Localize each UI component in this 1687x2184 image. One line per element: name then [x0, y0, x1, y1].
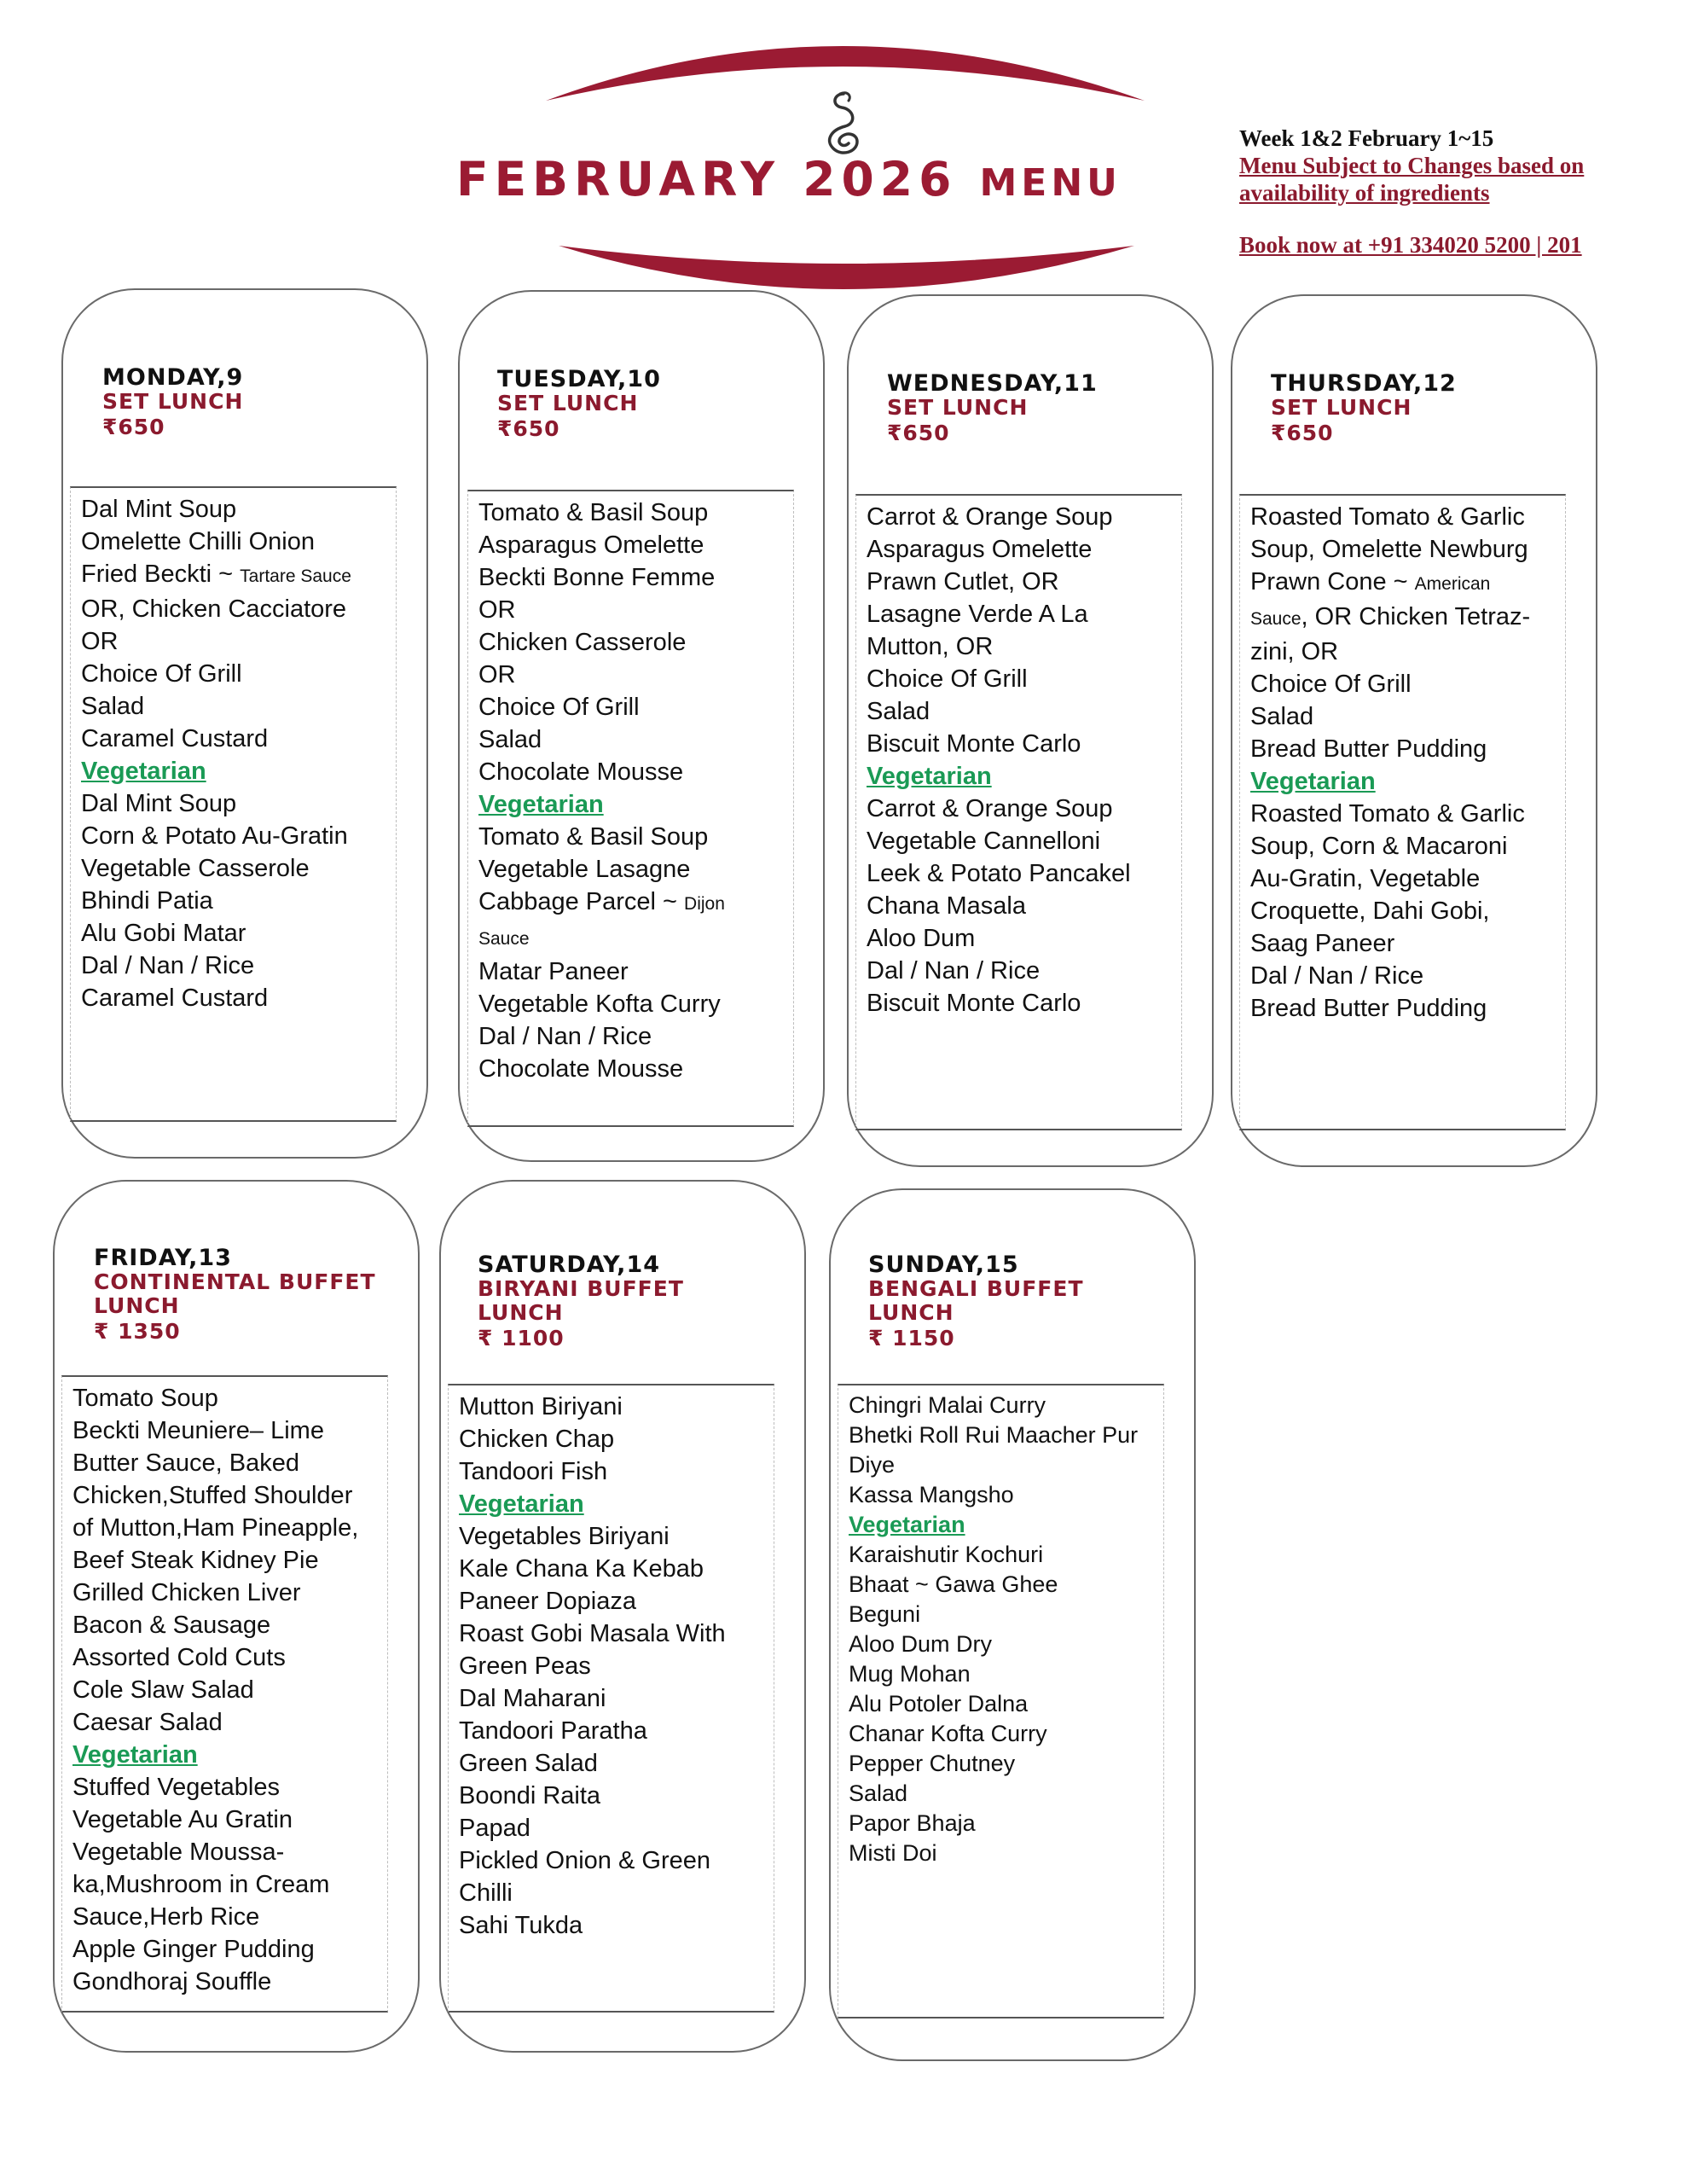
- menu-item: [1250, 700, 1565, 733]
- day-name: SATURDAY,14: [478, 1252, 661, 1278]
- sauce-note: Sauce: [1250, 609, 1301, 629]
- menu-item-text: of Mutton,Ham Pineapple,: [72, 1514, 359, 1542]
- meal-type: BENGALI BUFFET: [868, 1276, 1084, 1301]
- menu-items-box: [855, 494, 1182, 1130]
- menu-item: [72, 1544, 387, 1577]
- menu-item-text: Mutton Biriyani: [459, 1393, 623, 1420]
- price: ₹650: [887, 421, 950, 445]
- menu-item: [81, 690, 396, 723]
- menu-item-continuation: , OR Chicken Tetraz-: [1301, 603, 1531, 630]
- menu-item-text: Vegetable Casserole: [81, 855, 310, 882]
- menu-item-text: Vegetarian: [1250, 768, 1376, 795]
- menu-item-text: Diye: [849, 1452, 896, 1478]
- menu-item: [867, 630, 1181, 663]
- menu-item-text: Chilli: [459, 1879, 513, 1907]
- menu-item-text: Papor Bhaja: [849, 1810, 976, 1836]
- day-name: WEDNESDAY,11: [887, 370, 1098, 397]
- menu-item-text: Sauce,Herb Rice: [72, 1903, 260, 1931]
- menu-notice: Menu Subject to Changes based on availability of ingredients: [1239, 153, 1585, 206]
- menu-item: [867, 857, 1181, 890]
- menu-item: [81, 558, 396, 593]
- menu-item-text: Chocolate Mousse: [478, 1055, 684, 1083]
- menu-item: [81, 950, 396, 982]
- menu-item: [72, 1609, 387, 1641]
- menu-item: [849, 1480, 1163, 1510]
- menu-item: [478, 497, 793, 529]
- menu-item-text: Dal / Nan / Rice: [867, 957, 1041, 985]
- menu-item: [478, 956, 793, 988]
- menu-item-text: Vegetable Kofta Curry: [478, 990, 721, 1018]
- menu-item-text: Vegetable Au Gratin: [72, 1806, 293, 1833]
- menu-item: [849, 1629, 1163, 1659]
- day-name: TUESDAY,10: [497, 366, 661, 392]
- menu-item: [72, 1804, 387, 1836]
- menu-item: [849, 1600, 1163, 1629]
- menu-item-text: Croquette, Dahi Gobi,: [1250, 897, 1490, 925]
- menu-item: [459, 1650, 774, 1682]
- day-header: [102, 365, 392, 441]
- menu-item: [1250, 798, 1565, 830]
- menu-item: [867, 566, 1181, 598]
- menu-item: [459, 1877, 774, 1909]
- menu-item: [478, 561, 793, 594]
- menu-item: [459, 1780, 774, 1812]
- title-month-year: FEBRUARY 2026: [456, 152, 958, 206]
- menu-item: [1250, 992, 1565, 1025]
- menu-item-text: Vegetable Moussa-: [72, 1838, 285, 1866]
- menu-item: [72, 1641, 387, 1674]
- menu-item-text: Carrot & Orange Soup: [867, 795, 1113, 822]
- day-name: SUNDAY,15: [868, 1252, 1019, 1278]
- price: ₹ 1150: [868, 1326, 955, 1350]
- menu-items-list: [81, 493, 396, 1014]
- menu-item-text: Roasted Tomato & Garlic: [1250, 503, 1525, 531]
- menu-item: [459, 1844, 774, 1877]
- vegetarian-heading: [72, 1739, 387, 1771]
- menu-items-box: [61, 1375, 388, 2013]
- menu-item-text: Asparagus Omelette: [478, 531, 704, 559]
- info-block: [1239, 125, 1683, 258]
- menu-item-text: Lasagne Verde A La: [867, 601, 1088, 628]
- day-header: [497, 367, 787, 443]
- menu-item: [1250, 636, 1565, 668]
- menu-item: [478, 691, 793, 723]
- menu-item: [867, 533, 1181, 566]
- vegetarian-heading: [459, 1488, 774, 1520]
- menu-item: [867, 890, 1181, 922]
- menu-item: [81, 723, 396, 755]
- menu-item-text: Chicken Chap: [459, 1426, 615, 1453]
- menu-item-text: Dal Mint Soup: [81, 790, 237, 817]
- menu-item: [72, 1447, 387, 1479]
- menu-item-text: Chanar Kofta Curry: [849, 1721, 1047, 1746]
- menu-item-text: Chicken Casserole: [478, 629, 687, 656]
- menu-item-text: Pepper Chutney: [849, 1751, 1016, 1776]
- menu-item-text: Alu Potoler Dalna: [849, 1691, 1029, 1716]
- menu-item: [478, 921, 793, 956]
- vegetarian-heading: [849, 1510, 1163, 1540]
- menu-item: [867, 501, 1181, 533]
- meal-type: SET LUNCH: [1271, 395, 1412, 420]
- menu-item-text: Bhaat ~ Gawa Ghee: [849, 1571, 1058, 1597]
- menu-item-text: OR: [81, 628, 119, 655]
- menu-item-text: Choice Of Grill: [867, 665, 1028, 693]
- menu-item: [72, 1414, 387, 1447]
- menu-item-text: OR: [478, 596, 516, 624]
- menu-item-text: Bread Butter Pudding: [1250, 995, 1487, 1022]
- menu-item: [459, 1520, 774, 1553]
- menu-item: [478, 821, 793, 853]
- menu-item: [849, 1838, 1163, 1868]
- menu-item: [478, 1053, 793, 1085]
- menu-item-text: Vegetarian: [81, 758, 206, 785]
- menu-item: [849, 1689, 1163, 1719]
- menu-item-text: Tomato Soup: [72, 1385, 218, 1412]
- menu-item-text: Saag Paneer: [1250, 930, 1395, 957]
- swirl-logo-icon: [815, 89, 869, 159]
- menu-item: [867, 598, 1181, 630]
- menu-item-text: Salad: [81, 693, 145, 720]
- menu-items-box: [70, 486, 397, 1122]
- menu-item: [849, 1719, 1163, 1749]
- menu-item-text: Dal Mint Soup: [81, 496, 237, 523]
- menu-item-text: Soup, Corn & Macaroni: [1250, 833, 1508, 860]
- menu-item-text: Prawn Cutlet, OR: [867, 568, 1059, 595]
- day-header: [1271, 371, 1561, 447]
- menu-item: [459, 1682, 774, 1715]
- menu-item-text: Aloo Dum Dry: [849, 1631, 993, 1657]
- menu-item-text: Gondhoraj Souffle: [72, 1968, 272, 1995]
- menu-item: [478, 988, 793, 1020]
- menu-item: [459, 1553, 774, 1585]
- week-range: Week 1&2 February 1~15: [1239, 125, 1494, 151]
- menu-items-list: [459, 1391, 774, 1942]
- vegetarian-heading: [81, 755, 396, 787]
- menu-item-text: Sahi Tukda: [459, 1912, 583, 1939]
- menu-item-text: Paneer Dopiaza: [459, 1588, 636, 1615]
- meal-type: CONTINENTAL BUFFET: [94, 1269, 376, 1294]
- menu-item: [72, 1966, 387, 1998]
- menu-items-list: [849, 1391, 1163, 1868]
- menu-item-text: Salad: [849, 1780, 908, 1806]
- menu-item-text: Stuffed Vegetables: [72, 1774, 280, 1801]
- vegetarian-heading: [867, 760, 1181, 793]
- day-header: [868, 1252, 1158, 1352]
- menu-item: [867, 825, 1181, 857]
- menu-item-text: Alu Gobi Matar: [81, 920, 246, 947]
- sauce-note: Tartare Sauce: [240, 566, 351, 586]
- menu-item-text: zini, OR: [1250, 638, 1339, 665]
- menu-item-text: Mug Mohan: [849, 1661, 971, 1687]
- menu-item: [81, 593, 396, 625]
- menu-item-text: Caesar Salad: [72, 1709, 223, 1736]
- menu-item: [867, 663, 1181, 695]
- menu-item: [849, 1659, 1163, 1689]
- menu-item-text: Dal Maharani: [459, 1685, 606, 1712]
- menu-item: [72, 1933, 387, 1966]
- menu-item-text: Kale Chana Ka Kebab: [459, 1555, 704, 1583]
- menu-items-list: [867, 501, 1181, 1019]
- menu-item: [478, 529, 793, 561]
- menu-items-box: [838, 1384, 1164, 2018]
- menu-item-text: Vegetables Biriyani: [459, 1523, 670, 1550]
- menu-item: [72, 1771, 387, 1804]
- menu-item-text: OR, Chicken Cacciatore: [81, 595, 347, 623]
- menu-item-text: Vegetarian: [72, 1741, 198, 1769]
- menu-item: [459, 1455, 774, 1488]
- menu-item: [459, 1423, 774, 1455]
- menu-item: [81, 982, 396, 1014]
- menu-item: [72, 1901, 387, 1933]
- menu-items-box: [467, 490, 794, 1127]
- menu-item: [849, 1391, 1163, 1420]
- menu-items-box: [448, 1384, 774, 2013]
- menu-item-text: Matar Paneer: [478, 958, 629, 985]
- menu-items-box: [1239, 494, 1566, 1130]
- meal-type: SET LUNCH: [887, 395, 1029, 420]
- menu-item: [81, 852, 396, 885]
- menu-item: [478, 659, 793, 691]
- menu-item: [1250, 863, 1565, 895]
- menu-item-text: Roasted Tomato & Garlic: [1250, 800, 1525, 828]
- menu-item-text: Choice Of Grill: [1250, 671, 1412, 698]
- menu-item: [459, 1618, 774, 1650]
- vegetarian-heading: [478, 788, 793, 821]
- menu-item-text: Tandoori Fish: [459, 1458, 608, 1485]
- menu-item-text: ka,Mushroom in Cream: [72, 1871, 330, 1898]
- menu-item-text: Assorted Cold Cuts: [72, 1644, 286, 1671]
- meal-type: SET LUNCH: [497, 391, 639, 415]
- menu-item: [81, 917, 396, 950]
- menu-item-text: Karaishutir Kochuri: [849, 1542, 1044, 1567]
- menu-item-text: OR: [478, 661, 516, 688]
- menu-item-text: Biscuit Monte Carlo: [867, 730, 1081, 758]
- menu-item-text: Salad: [1250, 703, 1314, 730]
- menu-item-text: Apple Ginger Pudding: [72, 1936, 315, 1963]
- page-title: [456, 152, 1241, 206]
- menu-item-text: Bhetki Roll Rui Maacher Pur: [849, 1422, 1139, 1448]
- menu-item-text: Cabbage Parcel ~: [478, 888, 685, 915]
- menu-item: [459, 1909, 774, 1942]
- menu-item: [81, 787, 396, 820]
- menu-item-text: Green Salad: [459, 1750, 598, 1777]
- menu-item-text: Vegetable Cannelloni: [867, 828, 1101, 855]
- menu-item: [867, 955, 1181, 987]
- menu-item-text: Soup, Omelette Newburg: [1250, 536, 1528, 563]
- menu-item: [81, 658, 396, 690]
- menu-item-text: Chicken,Stuffed Shoulder: [72, 1482, 353, 1509]
- menu-item: [81, 820, 396, 852]
- menu-item-text: Asparagus Omelette: [867, 536, 1093, 563]
- menu-item: [72, 1382, 387, 1414]
- menu-item: [81, 526, 396, 558]
- title-menu-word: MENU: [979, 161, 1122, 205]
- menu-item-text: Vegetarian: [459, 1490, 584, 1518]
- menu-item: [1250, 960, 1565, 992]
- menu-item-text: Green Peas: [459, 1653, 591, 1680]
- menu-item: [1250, 830, 1565, 863]
- menu-item-text: Choice Of Grill: [81, 660, 242, 688]
- menu-item: [1250, 895, 1565, 927]
- menu-item-text: Boondi Raita: [459, 1782, 601, 1809]
- menu-item: [1250, 501, 1565, 533]
- menu-item-text: Tomato & Basil Soup: [478, 499, 709, 526]
- price: ₹ 1350: [94, 1319, 181, 1344]
- menu-item-text: Grilled Chicken Liver: [72, 1579, 301, 1606]
- menu-items-list: [72, 1382, 387, 1998]
- menu-item: [81, 493, 396, 526]
- menu-item-text: Bread Butter Pudding: [1250, 735, 1487, 763]
- menu-item-text: Butter Sauce, Baked: [72, 1449, 299, 1477]
- meal-type-line2: LUNCH: [868, 1300, 954, 1325]
- menu-item: [459, 1715, 774, 1747]
- menu-item: [1250, 733, 1565, 765]
- menu-item-text: Fried Beckti ~: [81, 561, 241, 588]
- menu-item: [478, 723, 793, 756]
- day-header: [94, 1246, 384, 1345]
- sauce-note: Sauce: [478, 929, 530, 949]
- menu-item: [1250, 668, 1565, 700]
- menu-item-text: Aloo Dum: [867, 925, 976, 952]
- menu-item: [867, 728, 1181, 760]
- menu-item-text: Tandoori Paratha: [459, 1717, 647, 1745]
- sauce-note: Dijon: [684, 894, 725, 914]
- menu-item-text: Beef Steak Kidney Pie: [72, 1547, 319, 1574]
- menu-item: [867, 987, 1181, 1019]
- menu-item: [849, 1420, 1163, 1450]
- menu-item-text: Misti Doi: [849, 1840, 937, 1866]
- menu-item-text: Chingri Malai Curry: [849, 1392, 1046, 1418]
- menu-item: [1250, 533, 1565, 566]
- menu-items-list: [478, 497, 793, 1085]
- menu-item-text: Choice Of Grill: [478, 694, 640, 721]
- menu-item: [72, 1674, 387, 1706]
- menu-item: [478, 1020, 793, 1053]
- meal-type: SET LUNCH: [102, 389, 244, 414]
- menu-item-text: Roast Gobi Masala With: [459, 1620, 726, 1647]
- vegetarian-heading: [1250, 765, 1565, 798]
- menu-item-text: Papad: [459, 1815, 530, 1842]
- menu-item: [459, 1812, 774, 1844]
- menu-item: [849, 1779, 1163, 1809]
- menu-item: [72, 1479, 387, 1512]
- meal-type-line2: LUNCH: [94, 1293, 180, 1318]
- menu-item-text: Prawn Cone ~: [1250, 568, 1415, 595]
- menu-item-text: Caramel Custard: [81, 725, 269, 752]
- menu-item-text: Leek & Potato Pancakel: [867, 860, 1131, 887]
- day-name: FRIDAY,13: [94, 1245, 232, 1271]
- menu-item: [478, 594, 793, 626]
- menu-item-text: Pickled Onion & Green: [459, 1847, 710, 1874]
- menu-item: [459, 1747, 774, 1780]
- menu-item: [478, 886, 793, 921]
- menu-item-text: Dal / Nan / Rice: [1250, 962, 1424, 990]
- menu-item: [1250, 927, 1565, 960]
- menu-item-text: Au-Gratin, Vegetable: [1250, 865, 1481, 892]
- menu-item-text: Vegetarian: [849, 1512, 965, 1537]
- menu-item: [459, 1391, 774, 1423]
- menu-item-text: Cole Slaw Salad: [72, 1676, 254, 1704]
- menu-items-list: [1250, 501, 1565, 1025]
- menu-item: [867, 922, 1181, 955]
- menu-item: [72, 1836, 387, 1868]
- menu-item: [72, 1706, 387, 1739]
- menu-item: [849, 1809, 1163, 1838]
- booking-link[interactable]: Book now at +91 334020 5200 | 201: [1239, 232, 1582, 258]
- menu-item-text: Beckti Meuniere– Lime: [72, 1417, 324, 1444]
- menu-item: [72, 1868, 387, 1901]
- menu-item: [478, 626, 793, 659]
- menu-item-text: Chana Masala: [867, 892, 1026, 920]
- menu-item: [478, 756, 793, 788]
- menu-item-text: Bacon & Sausage: [72, 1612, 271, 1639]
- menu-item-text: Dal / Nan / Rice: [478, 1023, 652, 1050]
- menu-item: [849, 1570, 1163, 1600]
- price: ₹650: [102, 415, 165, 439]
- menu-item: [459, 1585, 774, 1618]
- menu-item-text: Bhindi Patia: [81, 887, 213, 915]
- price: ₹650: [497, 416, 560, 441]
- price: ₹650: [1271, 421, 1334, 445]
- menu-item-text: Kassa Mangsho: [849, 1482, 1014, 1507]
- meal-type: BIRYANI BUFFET LUNCH: [478, 1276, 684, 1325]
- menu-item-text: Corn & Potato Au-Gratin: [81, 822, 348, 850]
- menu-item-text: Caramel Custard: [81, 985, 269, 1012]
- menu-item-text: Beguni: [849, 1601, 921, 1627]
- menu-item: [849, 1749, 1163, 1779]
- menu-item: [867, 793, 1181, 825]
- menu-item-text: Dal / Nan / Rice: [81, 952, 255, 979]
- day-header: [478, 1252, 768, 1352]
- menu-item-text: Tomato & Basil Soup: [478, 823, 709, 851]
- menu-item: [72, 1577, 387, 1609]
- menu-item: [72, 1512, 387, 1544]
- menu-item: [81, 625, 396, 658]
- menu-item-text: Salad: [867, 698, 930, 725]
- day-header: [887, 371, 1177, 447]
- sauce-note: American: [1414, 574, 1491, 594]
- menu-item-text: Chocolate Mousse: [478, 758, 684, 786]
- menu-item: [478, 853, 793, 886]
- menu-item: [849, 1450, 1163, 1480]
- menu-item-text: Vegetable Lasagne: [478, 856, 691, 883]
- menu-item-text: Mutton, OR: [867, 633, 994, 660]
- menu-item-text: Vegetarian: [478, 791, 604, 818]
- menu-item-text: Vegetarian: [867, 763, 992, 790]
- menu-item-text: Biscuit Monte Carlo: [867, 990, 1081, 1017]
- day-name: MONDAY,9: [102, 364, 244, 391]
- menu-item: [849, 1540, 1163, 1570]
- menu-item: [867, 695, 1181, 728]
- menu-item-text: Salad: [478, 726, 542, 753]
- menu-item: [1250, 566, 1565, 601]
- menu-item: [81, 885, 396, 917]
- day-name: THURSDAY,12: [1271, 370, 1457, 397]
- menu-item: [1250, 601, 1565, 636]
- price: ₹ 1100: [478, 1326, 565, 1350]
- menu-item-text: Carrot & Orange Soup: [867, 503, 1113, 531]
- menu-item-text: Omelette Chilli Onion: [81, 528, 315, 555]
- menu-item-text: Beckti Bonne Femme: [478, 564, 716, 591]
